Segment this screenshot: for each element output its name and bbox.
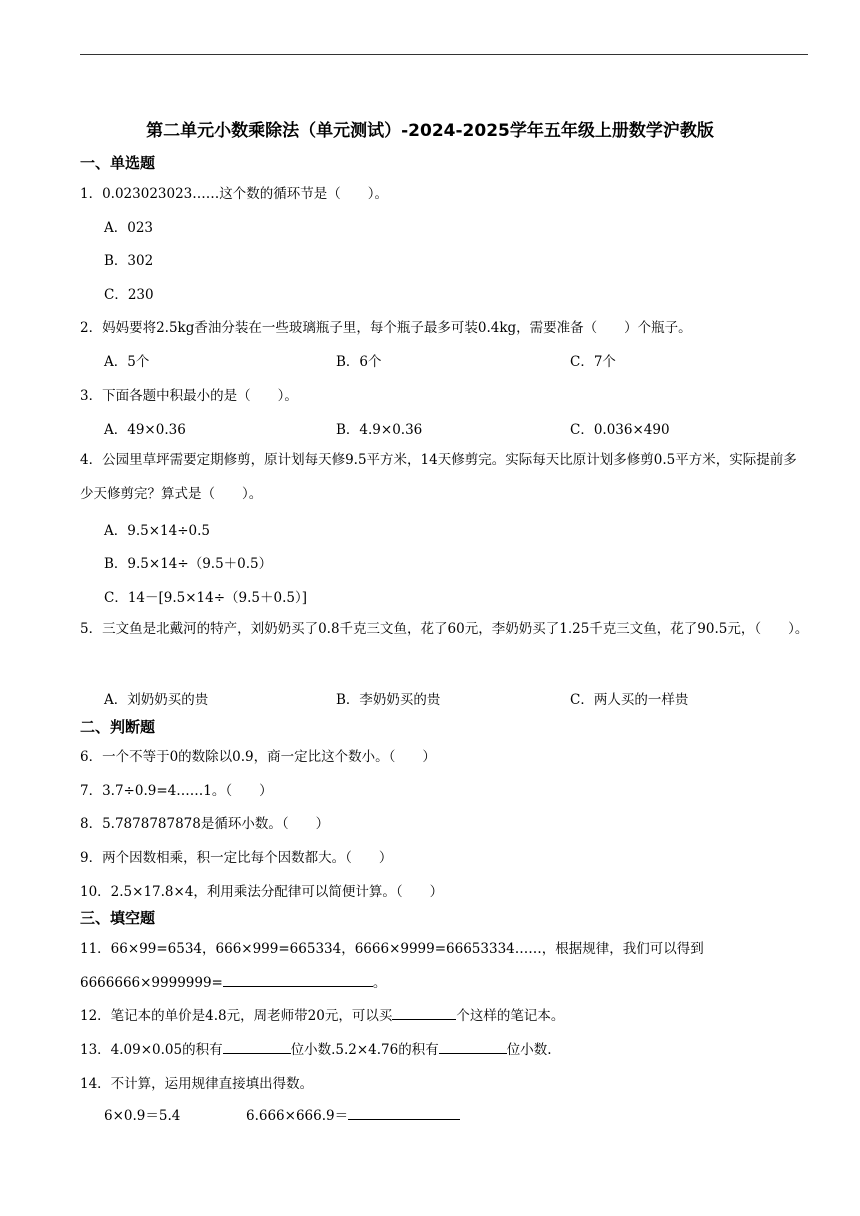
question-8: 8．5.7878787878是循环小数。（ ）	[80, 816, 330, 832]
question-4: 4．公园里草坪需要定期修剪，原计划每天修9.5平方米，14天修剪完。实际每天比原计划多修剪0.5平方米，实际提前多少天修剪完？算式是（ ）。	[80, 452, 797, 502]
question-5-option-b: B．李奶奶买的贵	[336, 692, 441, 708]
question-3-option-a: A．49×0.36	[104, 422, 186, 438]
page-title: 第二单元小数乘除法（单元测试）-2024-2025学年五年级上册数学沪教版	[146, 121, 714, 141]
question-14-expression: 6.666×666.9＝	[246, 1108, 349, 1124]
answer-blank[interactable]	[439, 1039, 507, 1054]
question-5-option-c: C．两人买的一样贵	[570, 692, 689, 708]
question-3-option-b: B．4.9×0.36	[336, 422, 423, 438]
question-4-option-a: A．9.5×14÷0.5	[104, 523, 210, 539]
question-1: 1．0.023023023……这个数的循环节是（ ）。	[80, 186, 389, 202]
question-2: 2．妈妈要将2.5kg香油分装在一些玻璃瓶子里，每个瓶子最多可装0.4kg，需要准备（ ）个瓶子。	[80, 320, 692, 336]
question-14-example: 6×0.9＝5.4	[104, 1108, 181, 1124]
answer-blank[interactable]	[223, 972, 373, 987]
question-2-option-b: B．6个	[336, 354, 382, 370]
question-12-text-after: 个这样的笔记本。	[456, 1008, 565, 1024]
question-13-text-after: 位小数.	[506, 1042, 552, 1058]
question-4-option-c: C．14－[9.5×14÷（9.5＋0.5）]	[104, 590, 308, 606]
question-5: 5．三文鱼是北戴河的特产，刘奶奶买了0.8千克三文鱼，花了60元，李奶奶买了1.25千克三文鱼，花了90.5元，（ ）。	[80, 621, 809, 637]
question-6: 6．一个不等于0的数除以0.9，商一定比这个数小。（ ）	[80, 749, 436, 765]
question-12	[80, 1004, 564, 1024]
question-14-problem	[246, 1104, 460, 1124]
question-1-option-c: C．230	[104, 287, 154, 303]
question-2-option-c: C．7个	[570, 354, 616, 370]
question-3: 3．下面各题中积最小的是（ ）。	[80, 388, 298, 404]
question-11-line-1: 11．66×99=6534，666×999=665334，6666×9999=66653334……，根据规律，我们可以得到	[80, 941, 704, 957]
question-3-option-c: C．0.036×490	[570, 422, 670, 438]
question-13	[80, 1038, 552, 1058]
question-10: 10．2.5×17.8×4，利用乘法分配律可以简便计算。（ ）	[80, 884, 444, 900]
question-11-expression: 6666666×9999999=	[80, 975, 223, 991]
question-4-option-b: B．9.5×14÷（9.5＋0.5）	[104, 556, 273, 572]
question-7: 7．3.7÷0.9=4……1。（ ）	[80, 783, 273, 799]
answer-blank[interactable]	[348, 1105, 460, 1120]
answer-blank[interactable]	[223, 1039, 291, 1054]
section-heading-single-choice: 一、单选题	[80, 154, 156, 172]
answer-blank[interactable]	[392, 1005, 456, 1020]
header-rule	[80, 54, 808, 55]
section-heading-true-false: 二、判断题	[80, 718, 156, 736]
question-5-option-a: A．刘奶奶买的贵	[104, 692, 209, 708]
section-heading-fill-in: 三、填空题	[80, 909, 156, 927]
question-9: 9．两个因数相乘，积一定比每个因数都大。（ ）	[80, 850, 393, 866]
question-11-line-2	[80, 971, 386, 991]
question-2-option-a: A．5个	[104, 354, 150, 370]
question-14: 14．不计算，运用规律直接填出得数。	[80, 1076, 314, 1092]
question-12-text-before: 12．笔记本的单价是4.8元，周老师带20元，可以买	[80, 1008, 393, 1024]
question-13-text-before: 13．4.09×0.05的积有	[80, 1042, 223, 1058]
question-1-option-a: A．023	[104, 220, 154, 236]
question-11-end: 。	[372, 975, 387, 991]
question-1-option-b: B．302	[104, 253, 154, 269]
question-13-text-middle: 位小数.5.2×4.76的积有	[290, 1042, 439, 1058]
